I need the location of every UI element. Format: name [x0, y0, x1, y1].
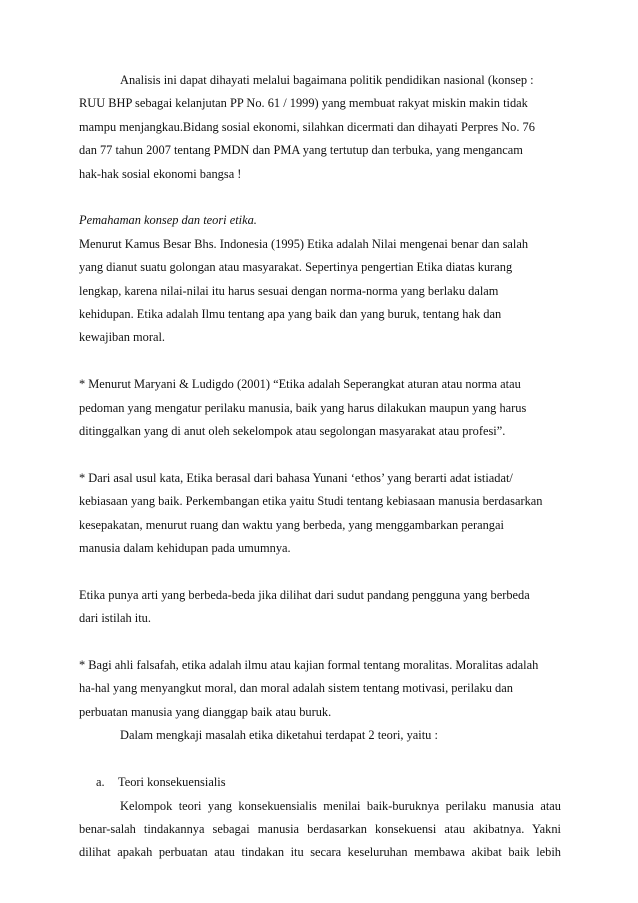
text-line: Etika punya arti yang berbeda-beda jika dilihat dari sudut pandang pengguna yang berbeda — [79, 587, 530, 602]
text-line: yang dianut suatu golongan atau masyarakat. Sepertinya pengertian Etika diatas kurang — [79, 260, 513, 275]
text-line: dari istilah itu. — [79, 611, 151, 626]
text-line: benar-salah tindakannya sebagai manusia berdasarkan konsekuensi atau akibatnya. Yakni — [79, 821, 561, 836]
paragraph-gap — [79, 560, 561, 583]
text-line: ha-hal yang menyangkut moral, dan moral adalah sistem tentang motivasi, perilaku dan — [79, 681, 513, 696]
text-line: dilihat apakah perbuatan atau tindakan itu secara keseluruhan membawa akibat baik lebih — [79, 845, 561, 860]
paragraph-gap — [79, 748, 561, 771]
section-kbbi — [79, 209, 561, 349]
text-line: manusia dalam kehidupan pada umumnya. — [79, 541, 291, 556]
paragraph-gap — [79, 186, 561, 209]
text-line: Dalam mengkaji masalah etika diketahui terdapat 2 teori, yaitu : — [120, 728, 438, 743]
text-line: Menurut Kamus Besar Bhs. Indonesia (1995) Etika adalah Nilai mengenai benar dan salah — [79, 236, 529, 251]
text-line: pedoman yang mengatur perilaku manusia, baik yang harus dilakukan maupun yang harus — [79, 400, 527, 415]
list-item-label: Teori konsekuensialis — [118, 775, 226, 790]
list-item-teori-konsekuensialis — [79, 771, 561, 794]
text-line: lengkap, karena nilai-nilai itu harus sesuai dengan norma-norma yang berlaku dalam — [79, 283, 499, 298]
text-line: perbuatan manusia yang dianggap baik atau buruk. — [79, 704, 332, 719]
text-line: mampu menjangkau.Bidang sosial ekonomi, silahkan dicermati dan dihayati Perpres No. 76 — [79, 119, 535, 134]
text-line: kebiasaan yang baik. Perkembangan etika yaitu Studi tentang kebiasaan manusia berdasarkan — [79, 494, 543, 509]
text-line: * Dari asal usul kata, Etika berasal dari bahasa Yunani ‘ethos’ yang berarti adat istiadat/ — [79, 470, 513, 485]
paragraph-konsekuensialis — [79, 795, 561, 865]
paragraph-gap — [79, 350, 561, 373]
paragraph-gap — [79, 443, 561, 466]
text-line: hak-hak sosial ekonomi bangsa ! — [79, 166, 242, 181]
paragraph-filsafat — [79, 654, 561, 748]
text-line: RUU BHP sebagai kelanjutan PP No. 61 / 1999) yang membuat rakyat miskin makin tidak — [79, 96, 528, 111]
text-line: kehidupan. Etika adalah Ilmu tentang apa yang baik dan yang buruk, tentang hak dan — [79, 307, 502, 322]
paragraph-asal-usul — [79, 467, 561, 561]
paragraph-maryani — [79, 373, 561, 443]
text-line: Kelompok teori yang konsekuensialis menilai baik-buruknya perilaku manusia atau — [120, 798, 561, 813]
list-marker: a. — [96, 775, 105, 790]
text-line: * Bagi ahli falsafah, etika adalah ilmu atau kajian formal tentang moralitas. Moralitas adalah — [79, 658, 539, 673]
text-line: Analisis ini dapat dihayati melalui bagaimana politik pendidikan nasional (konsep : — [120, 73, 534, 87]
paragraph-intro — [79, 69, 561, 186]
text-line: ditinggalkan yang di anut oleh sekelompok atau segolongan masyarakat atau profesi”. — [79, 424, 506, 439]
paragraph-arti-berbeda — [79, 584, 561, 631]
text-line: kewajiban moral. — [79, 330, 166, 345]
section-title: Pemahaman konsep dan teori etika. — [79, 213, 257, 228]
paragraph-gap — [79, 631, 561, 654]
text-line: * Menurut Maryani & Ludigdo (2001) “Etika adalah Seperangkat aturan atau norma atau — [79, 377, 521, 392]
text-line: dan 77 tahun 2007 tentang PMDN dan PMA yang tertutup dan terbuka, yang mengancam — [79, 143, 523, 158]
text-line: kesepakatan, menurut ruang dan waktu yang berbeda, yang menggambarkan perangai — [79, 517, 504, 532]
document-body — [79, 69, 561, 865]
